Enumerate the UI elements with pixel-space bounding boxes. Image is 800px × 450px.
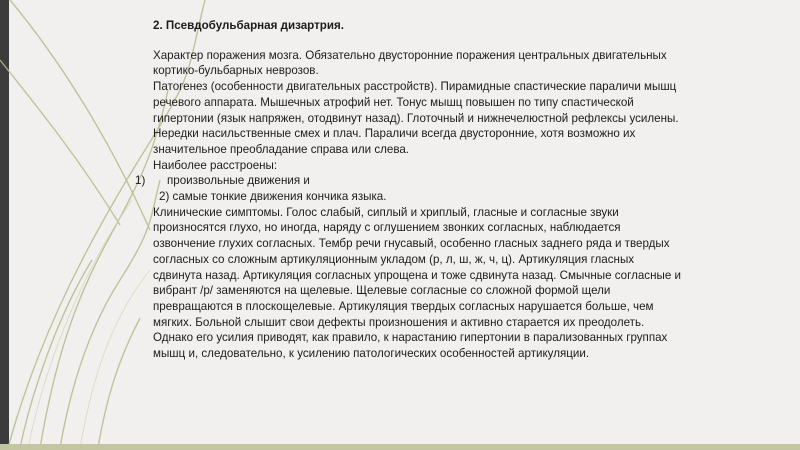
text-line: мышц и, следовательно, к усилению патологических особенностей артикуляции. [153, 347, 590, 361]
text-line: Патогенез (особенности двигательных расстройств). Пирамидные спастические параличи мышц [153, 80, 677, 94]
text-line: мягких. Больной слышит свои дефекты произношения и активно старается их преодолеть. [153, 315, 645, 329]
list-item-number: 1) [135, 174, 146, 188]
text-line: согласных со сложным артикуляционным укладом (р, л, ш, ж, ч, ц). Артикуляция гласных [153, 252, 635, 266]
text-line: Характер поражения мозга. Обязательно двусторонние поражения центральных двигательных [153, 48, 667, 62]
slide-text-block [135, 18, 783, 362]
text-line: произносятся глухо, но иногда, наряду с оглушением звонких согласных, наблюдается [153, 221, 621, 235]
list-item [135, 173, 783, 189]
slide-title: 2. Псевдобульбарная дизартрия. [153, 19, 344, 32]
text-line: Наиболее расстроены: [153, 158, 278, 172]
decor-curve-6 [10, 0, 150, 230]
decor-curve-7 [0, 60, 120, 225]
text-line: Однако его усилия приводят, как правило, к нарастанию гипертонии в парализованных группах [153, 331, 668, 345]
decor-curve-9 [80, 270, 150, 448]
text-line: речевого аппарата. Мышечных атрофий нет. Тонус мышц повышен по типу спастической [153, 95, 634, 109]
text-line: кортико-бульбарных неврозов. [153, 64, 319, 78]
text-line: значительное преобладание справа или слева. [153, 142, 410, 156]
text-line: превращаются в плоскощелевые. Артикуляция твердых согласных нарушается больше, чем [153, 299, 654, 313]
decor-curve-5 [98, 318, 140, 448]
text-line: Клинические симптомы. Голос слабый, сиплый и хриплый, гласные и согласные звуки [153, 205, 619, 219]
text-line: гипертонии (язык напряжен, отодвинут назад). Глоточный и нижнечелюстной рефлексы усилены. [153, 111, 679, 125]
bottom-accent-strip [0, 444, 800, 450]
text-line: сдвинута назад. Артикуляция согласных упрощена и тоже сдвинута назад. Смычные согласные и [153, 268, 681, 282]
text-line: Нередки насильственные смех и плач. Параличи всегда двусторонние, хотя возможно их [153, 127, 636, 141]
list-item: 2) самые тонкие движения кончика языка. [159, 190, 387, 204]
text-line: озвончение глухих согласных. Тембр речи гнусавый, особенно гласных заднего ряда и твердых [153, 237, 670, 251]
text-line: вибрант /р/ заменяются на щелевые. Щелевые согласные со сложной формой щели [153, 284, 611, 298]
list-item-text: произвольные движения и [167, 174, 310, 188]
